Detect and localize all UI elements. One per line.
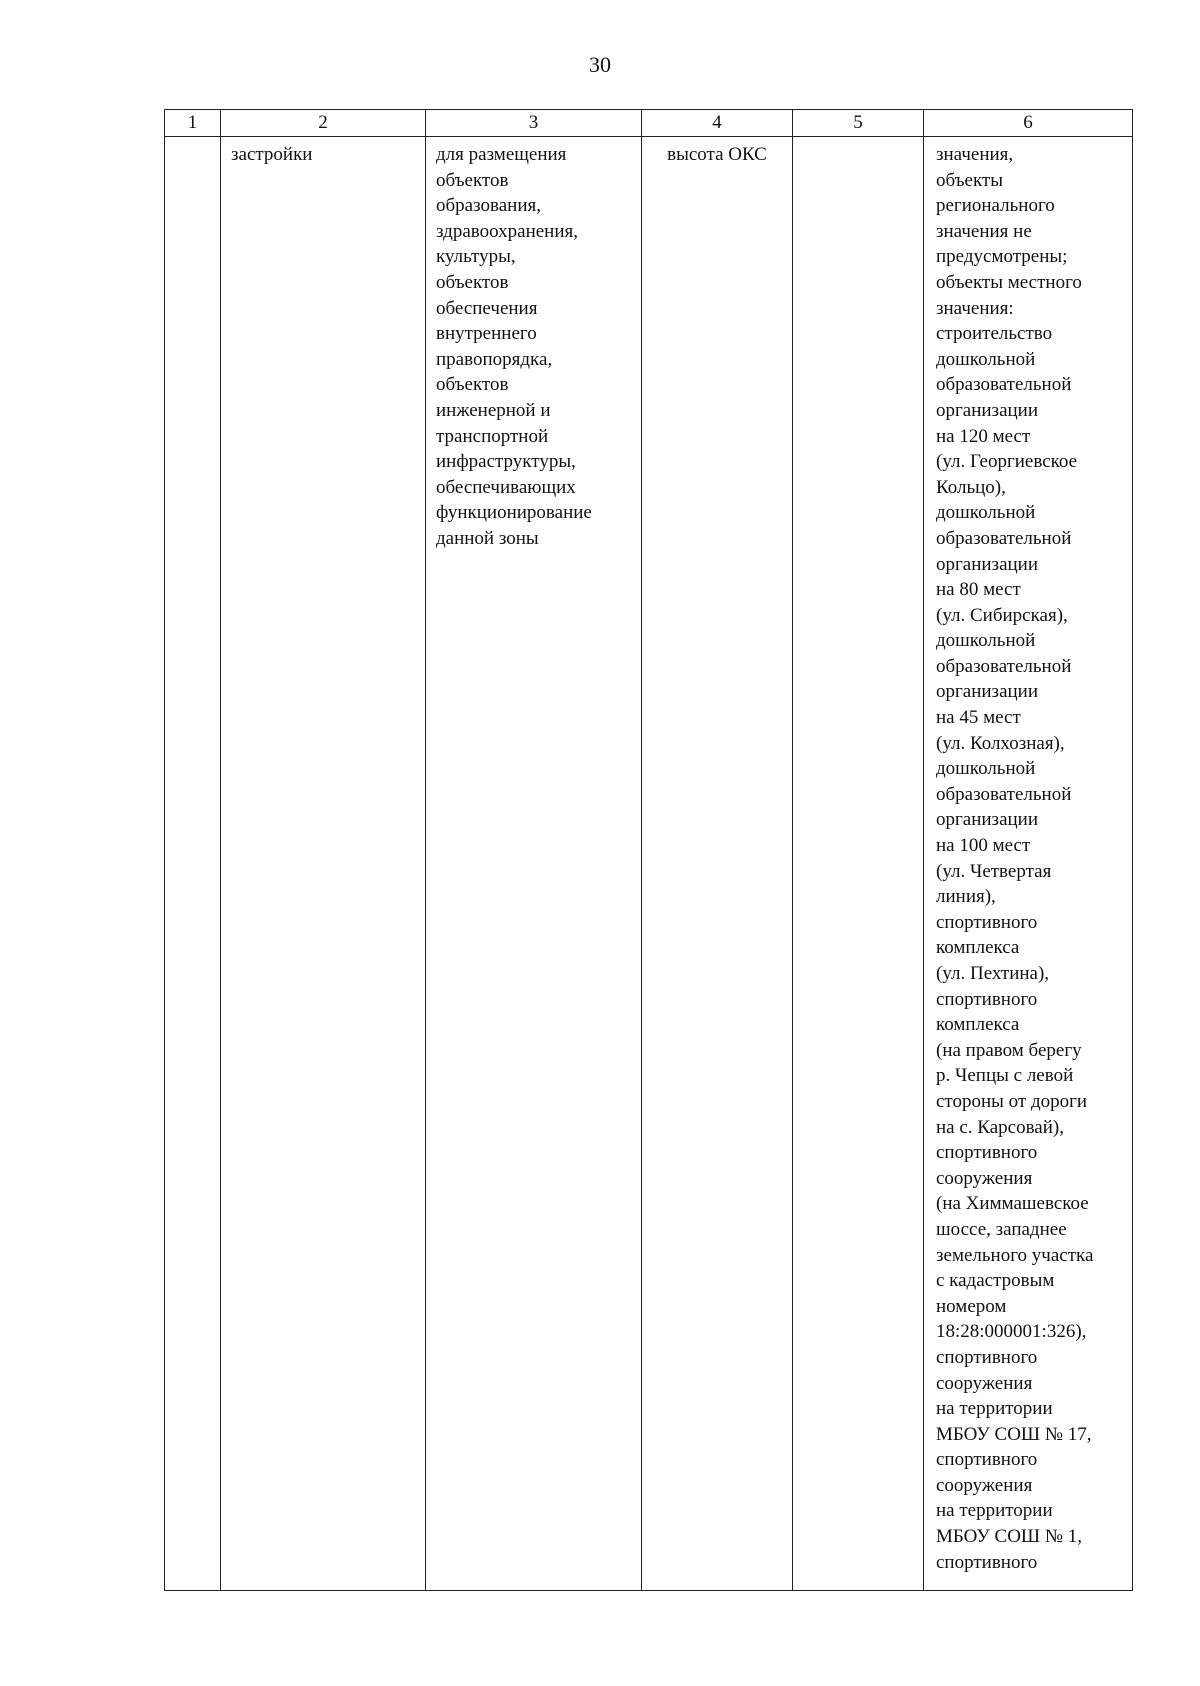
cell-text-line: организации [936,399,1039,421]
cell-text-line: организации [936,553,1039,575]
cell-text-line: дошкольной [936,758,1036,780]
cell-text-line: организации [936,681,1039,703]
cell-text-line: спортивного [936,988,1038,1010]
cell-text-line: значения не [936,220,1032,242]
cell-text-line: сооружения [936,1372,1033,1394]
cell-text-line: комплекса [936,937,1020,959]
cell-text-line: для размещения [436,144,567,165]
cell-text-line: (ул. Колхозная), [936,732,1065,754]
cell-text-line: дошкольной [936,630,1036,652]
cell-text-line: данной зоны [436,527,539,549]
cell-text-line: строительство [936,323,1053,345]
cell-text-line: на 120 мест [936,425,1031,447]
cell-text-line: (на Химмашевское [936,1193,1089,1215]
cell-text-line: дошкольной [936,348,1036,370]
cell-text-line: МБОУ СОШ № 17, [936,1423,1092,1445]
cell-text-line: спортивного [936,911,1038,933]
cell-text-line: здравоохранения, [436,220,578,242]
cell-text-line: значения: [936,297,1014,319]
cell-text-line: (ул. Пехтина), [936,963,1050,984]
cell-text-line: культуры, [436,246,516,268]
cell-text-line: шоссе, западнее [936,1218,1067,1240]
cell-text-line: р. Чепцы с левой [936,1065,1074,1087]
cell-text-line: объекты [936,169,1004,191]
cell-text-line: обеспечивающих [436,476,576,498]
table-row [165,137,1133,1591]
cell-planned-objects [924,137,1133,1591]
cell-text-line: объектов [436,374,509,396]
column-header-1: 1 [165,110,221,137]
cell-text-line: образовательной [936,655,1072,677]
cell-text-line: объектов [436,271,509,293]
cell-text-line: спортивного [936,1142,1038,1164]
cell-text-line: на 80 мест [936,579,1021,601]
cell-text-line: дошкольной [936,502,1036,524]
column-header-6: 6 [924,110,1133,137]
document-table [164,109,1133,1591]
cell-text-line: транспортной [436,425,549,447]
cell-zone-name [221,137,426,1591]
cell-text-line: функционирование [436,502,592,524]
cell-text-line: обеспечения [436,297,538,319]
cell-text-line: объектов [436,169,509,191]
cell-text-line: сооружения [936,1167,1033,1189]
column-header-5: 5 [793,110,924,137]
cell-text-line: застройки [231,144,313,165]
cell-permitted-use [426,137,642,1591]
cell-text-line: на 45 мест [936,707,1021,729]
cell-text-line: объекты местного [936,271,1082,293]
cell-text-line: образования, [436,195,541,217]
cell-text-line: образовательной [936,783,1072,805]
cell-text-line: линия), [936,886,996,908]
cell-text-line: образовательной [936,374,1072,396]
cell-text-line: с кадастровым [936,1270,1055,1292]
cell-text-line: правопорядка, [436,348,553,370]
cell-text-line: внутреннего [436,323,537,345]
cell-text-line: комплекса [936,1014,1020,1036]
cell-col-1 [165,137,221,1591]
cell-text-line: регионального [936,195,1055,217]
cell-text-line: МБОУ СОШ № 1, [936,1526,1082,1548]
cell-text-line: на с. Карсовай), [936,1116,1064,1138]
table-header-row [165,110,1133,137]
cell-text-line: инженерной и [436,399,551,421]
cell-text-line: спортивного [936,1346,1038,1368]
cell-text-line: (на правом берегу [936,1039,1082,1061]
cell-text-line: спортивного [936,1551,1038,1573]
cell-text-line: организации [936,809,1039,831]
cell-text-line: (ул. Георгиевское [936,451,1078,473]
cell-parameters [642,137,793,1591]
cell-text-line: значения, [936,144,1014,165]
cell-text-line: образовательной [936,527,1072,549]
cell-text-line: земельного участка [936,1244,1094,1266]
column-header-4: 4 [642,110,793,137]
cell-col-5 [793,137,924,1591]
cell-text-line: 18:28:000001:326), [936,1321,1087,1343]
column-header-3: 3 [426,110,642,137]
cell-text-line: предусмотрены; [936,246,1068,268]
cell-text-line: высота ОКС [667,144,767,165]
cell-text-line: на 100 мест [936,835,1031,857]
column-header-2: 2 [221,110,426,137]
cell-text-line: спортивного [936,1449,1038,1471]
cell-text-line: на территории [936,1500,1053,1522]
cell-text-line: (ул. Сибирская), [936,604,1068,626]
cell-text-line: (ул. Четвертая [936,860,1052,882]
cell-text-line: стороны от дороги [936,1090,1088,1112]
cell-text-line: номером [936,1295,1007,1317]
page-number: 30 [589,52,611,77]
cell-text-line: сооружения [936,1474,1033,1496]
cell-text-line: на территории [936,1398,1053,1420]
cell-text-line: инфраструктуры, [436,451,576,473]
cell-text-line: Кольцо), [936,476,1006,498]
